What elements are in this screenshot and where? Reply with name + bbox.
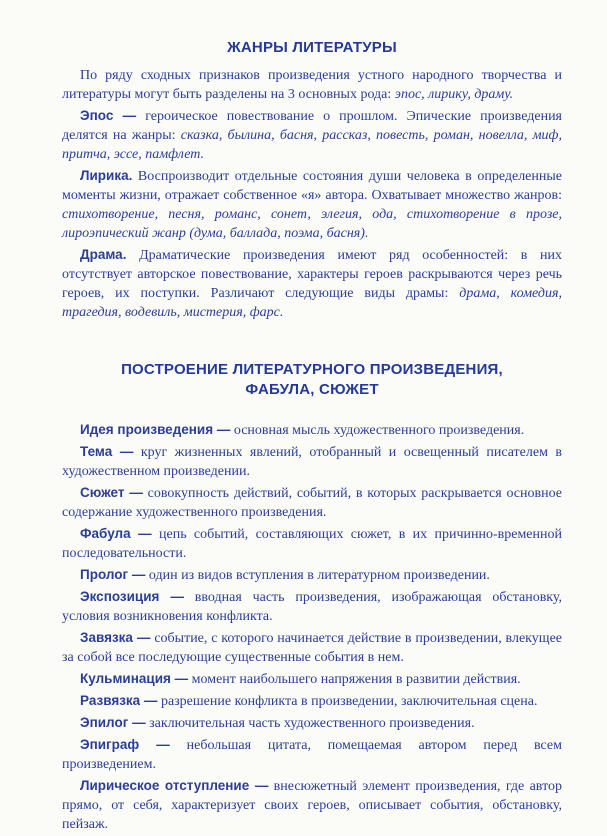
- definition-fabula: [62, 524, 562, 563]
- term-drama: Драма.: [80, 247, 127, 262]
- paragraph-epos: [62, 106, 562, 164]
- definition-text: один из видов вступления в литературном произведении.: [145, 568, 490, 583]
- definition-text: момент наибольшего напряжения в развитии действия.: [188, 672, 521, 687]
- definition-climax: [62, 669, 562, 689]
- definition-text: цепь событий, составляющих сюжет, в их причинно-временной последовательности.: [62, 527, 562, 561]
- section-title-line-2: ФАБУЛА, СЮЖЕТ: [245, 381, 379, 398]
- definition-text: основная мысль художественного произведения.: [230, 423, 525, 438]
- epos-genres: сказка, былина, басня, рассказ, повесть, роман, новелла, миф, притча, эссе, памфлет.: [62, 128, 562, 162]
- term-exposition: Экспозиция —: [80, 589, 184, 604]
- definition-zavyazka: [62, 628, 562, 667]
- section-title-genres: ЖАНРЫ ЛИТЕРАТУРЫ: [227, 39, 397, 56]
- section-title-structure: [62, 360, 562, 400]
- epos-text: героическое повествование о прошлом. Эпические произведения делятся на жанры:: [62, 109, 562, 143]
- drama-genres: драма, комедия, трагедия, водевиль, мистерия, фарс.: [62, 286, 562, 320]
- lyric-genres: стихотворение, песня, романс, сонет, элегия, ода, стихотворение в прозе, лироэпический жанр (дума, баллада, поэма, басня).: [62, 207, 562, 241]
- section-title-line-1: ПОСТРОЕНИЕ ЛИТЕРАТУРНОГО ПРОИЗВЕДЕНИЯ,: [121, 361, 503, 378]
- lyric-text: Воспроизводит отдельные состояния души человека в определенные моменты жизни, отражает собственное «я» автора. Охватывает множество жанров:: [62, 169, 562, 203]
- definition-text: разрешение конфликта в произведении, заключительная сцена.: [157, 694, 538, 709]
- definition-text: вводная часть произведения, изображающая обстановку, условия возникновения конфликта.: [62, 590, 563, 624]
- definition-exposition: [62, 587, 562, 626]
- definition-text: совокупность действий, событий, в которых раскрывается основное содержание художественного произведения.: [62, 486, 562, 520]
- term-lyric: Лирика.: [80, 168, 133, 183]
- term-denouement: Развязка —: [80, 693, 158, 708]
- term-idea: Идея произведения —: [80, 422, 231, 437]
- term-climax: Кульминация —: [80, 671, 189, 686]
- definition-text: небольшая цитата, помещаемая автором перед всем произведением.: [62, 738, 562, 772]
- definition-prologue: [62, 565, 562, 585]
- definition-idea: [62, 420, 562, 440]
- definition-text: внесюжетный элемент произведения, где автор прямо, от себя, характеризует своих героев, описывает события, обстановку, пейзаж.: [62, 779, 563, 832]
- intro-list: эпос, лирику, драму.: [394, 87, 514, 102]
- definition-epigraph: [62, 735, 562, 774]
- definition-text: круг жизненных явлений, отобранный и освещенный писателем в художественном произведении.: [62, 445, 562, 479]
- definition-theme: [62, 442, 562, 481]
- term-prologue: Пролог —: [80, 567, 146, 582]
- term-theme: Тема —: [80, 444, 134, 459]
- term-epos: Эпос —: [80, 108, 137, 123]
- content: [62, 38, 562, 836]
- paragraph-drama: [62, 245, 562, 322]
- term-plot: Сюжет —: [80, 485, 143, 500]
- paragraph-intro: [62, 66, 562, 104]
- drama-text: Драматические произведения имеют ряд особенностей: в них отсутствует авторское повествование, характеры героев раскрываются через речь героев, их поступки. Различают следующие виды драмы:: [62, 248, 562, 301]
- term-epilogue: Эпилог —: [80, 715, 146, 730]
- intro-text: По ряду сходных признаков произведения устного народного творчества и литературы могут быть разделены на 3 основных рода:: [62, 68, 562, 102]
- term-zavyazka: Завязка —: [80, 630, 151, 645]
- definition-plot: [62, 483, 562, 522]
- term-fabula: Фабула —: [80, 526, 152, 541]
- definition-lyrical-digression: [62, 776, 562, 834]
- definition-denouement: [62, 691, 562, 711]
- definition-epilogue: [62, 713, 562, 733]
- definition-text: событие, с которого начинается действие в произведении, влекущее за собой все последующие существенные события в нем.: [62, 631, 562, 665]
- paragraph-lyric: [62, 166, 562, 243]
- definition-text: заключительная часть художественного произведения.: [145, 716, 475, 731]
- term-lyrical-digression: Лирическое отступление —: [80, 778, 269, 793]
- term-epigraph: Эпиграф —: [80, 737, 170, 752]
